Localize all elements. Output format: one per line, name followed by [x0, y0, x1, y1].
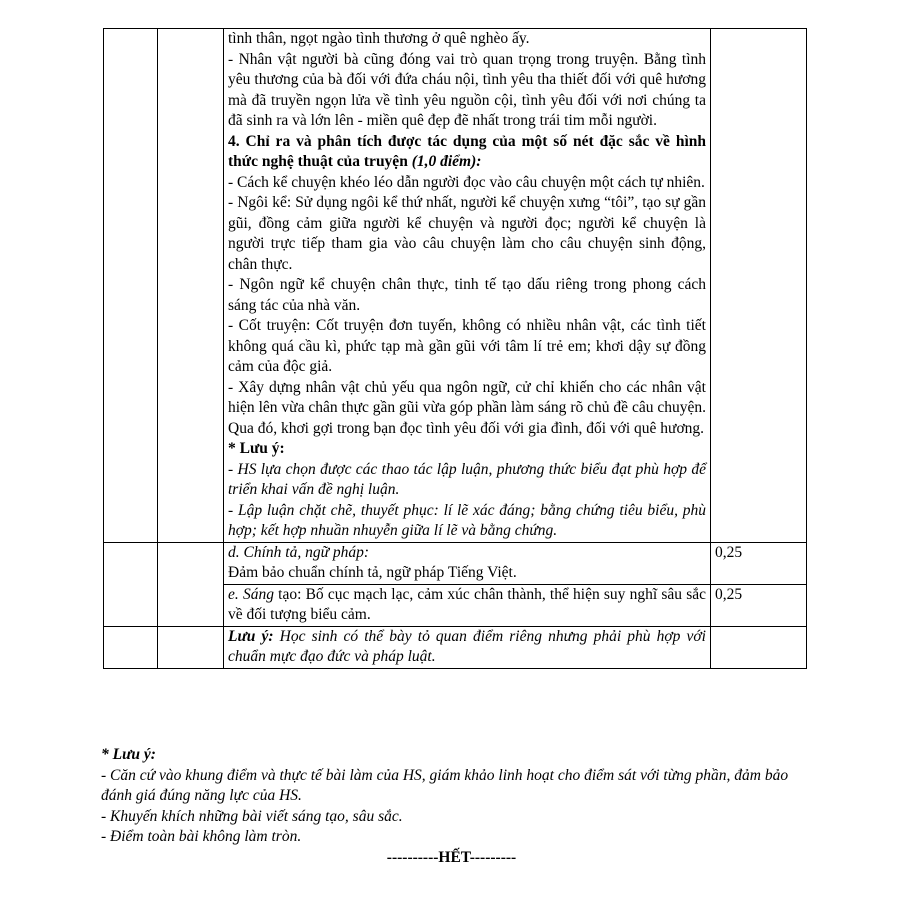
content-cell — [224, 584, 711, 626]
note-title: * Lưu ý: — [228, 440, 285, 457]
content-cell — [224, 542, 711, 584]
criterion-points: (1,0 điểm): — [411, 153, 482, 170]
footer-note-item: - Căn cứ vào khung điểm và thực tế bài làm của HS, giám khảo linh hoạt cho điểm sát với từng phần, đảm bảo đánh giá đúng năng lực của HS. — [101, 766, 789, 804]
table-row — [104, 29, 807, 543]
table-row — [104, 626, 807, 668]
content-point: - Ngôn ngữ kể chuyện chân thực, tinh tế tạo dấu riêng trong phong cách sáng tác của nhà văn. — [228, 276, 706, 314]
score-value: 0,25 — [711, 542, 807, 584]
part-cell — [158, 626, 224, 668]
grading-table — [103, 28, 807, 669]
score-value: 0,25 — [711, 584, 807, 626]
question-cell — [104, 542, 158, 626]
criterion-heading — [228, 132, 706, 173]
note-item: - HS lựa chọn được các thao tác lập luận, phương thức biểu đạt phù hợp để triển khai vấn đề nghị luận. — [228, 460, 706, 498]
footer-note-title: * Lưu ý: — [101, 746, 156, 763]
content-point: - Cốt truyện: Cốt truyện đơn tuyến, không có nhiều nhân vật, các tình tiết không quá cầu kì, phức tạp mà gần gũi với tâm lí trẻ em; khơi dậy sự đồng cảm của độc giả. — [228, 317, 706, 375]
content-point: - Xây dựng nhân vật chủ yếu qua ngôn ngữ, cử chỉ khiến cho các nhân vật hiện lên vừa chân thực gần gũi vừa góp phần làm sáng rõ chủ đề câu chuyện. Qua đó, khơi gợi trong bạn đọc tình yêu đối với gia đình, đối với quê hương. — [228, 378, 706, 437]
content-point: - Cách kể chuyện khéo léo dẫn người đọc vào câu chuyện một cách tự nhiên. — [228, 173, 705, 191]
criterion-heading-text: 4. Chỉ ra và phân tích được tác dụng của một số nét đặc sắc về hình thức nghệ thuật của truyện — [228, 132, 706, 170]
footer-note-item: - Điểm toàn bài không làm tròn. — [101, 828, 302, 845]
score-cell — [711, 626, 807, 668]
final-note-text: Học sinh có thể bày tỏ quan điểm riêng nhưng phải phù hợp với chuẩn mực đạo đức và pháp luật. — [228, 627, 706, 665]
content-cell — [224, 626, 711, 668]
table-row — [104, 542, 807, 584]
content-point: - Ngôi kể: Sử dụng ngôi kể thứ nhất, người kể chuyện xưng “tôi”, tạo sự gần gũi, đồng cảm giữa người kể chuyện và người đọc; người kể chuyện là người trực tiếp tham gia vào câu chuyện làm cho câu chuyện sinh động, chân thực. — [228, 194, 706, 273]
footer-note-item: - Khuyến khích những bài viết sáng tạo, sâu sắc. — [101, 807, 403, 825]
content-paragraph: - Nhân vật người bà cũng đóng vai trò quan trọng trong truyện. Bằng tình yêu thương của bà đối với đứa cháu nội, tình yêu tha thiết đối với quê hương mà đã truyền ngọn lửa về tình yêu nguồn cội, tình yêu đối với nơi chúng ta đã sinh ra và lớn lên - miền quê đẹp đẽ nhất trong trái tim mỗi người. — [228, 50, 706, 129]
end-mark: ----------HẾT--------- — [386, 849, 517, 866]
score-cell — [711, 29, 807, 543]
final-note — [228, 627, 706, 668]
content-cell — [224, 29, 711, 543]
footer-notes — [101, 745, 821, 848]
criterion-paragraph — [228, 585, 706, 626]
criterion-text: Đảm bảo chuẩn chính tả, ngữ pháp Tiếng Việt. — [228, 564, 517, 581]
criterion-text: tạo: Bố cục mạch lạc, cảm xúc chân thành, thể hiện suy nghĩ sâu sắc về đối tượng biểu cảm. — [228, 585, 706, 623]
criterion-title: d. Chính tả, ngữ pháp: — [228, 543, 370, 561]
part-cell — [158, 29, 224, 543]
question-cell — [104, 29, 158, 543]
part-cell — [158, 542, 224, 626]
note-item: - Lập luận chặt chẽ, thuyết phục: lí lẽ xác đáng; bằng chứng tiêu biểu, phù hợp; kết hợp nhuần nhuyễn giữa lí lẽ và bằng chứng. — [228, 501, 706, 539]
final-note-label: Lưu ý: — [228, 627, 274, 645]
criterion-title: e. Sáng — [228, 585, 274, 603]
question-cell — [104, 626, 158, 668]
content-paragraph: tình thân, ngọt ngào tình thương ở quê nghèo ấy. — [228, 30, 530, 47]
